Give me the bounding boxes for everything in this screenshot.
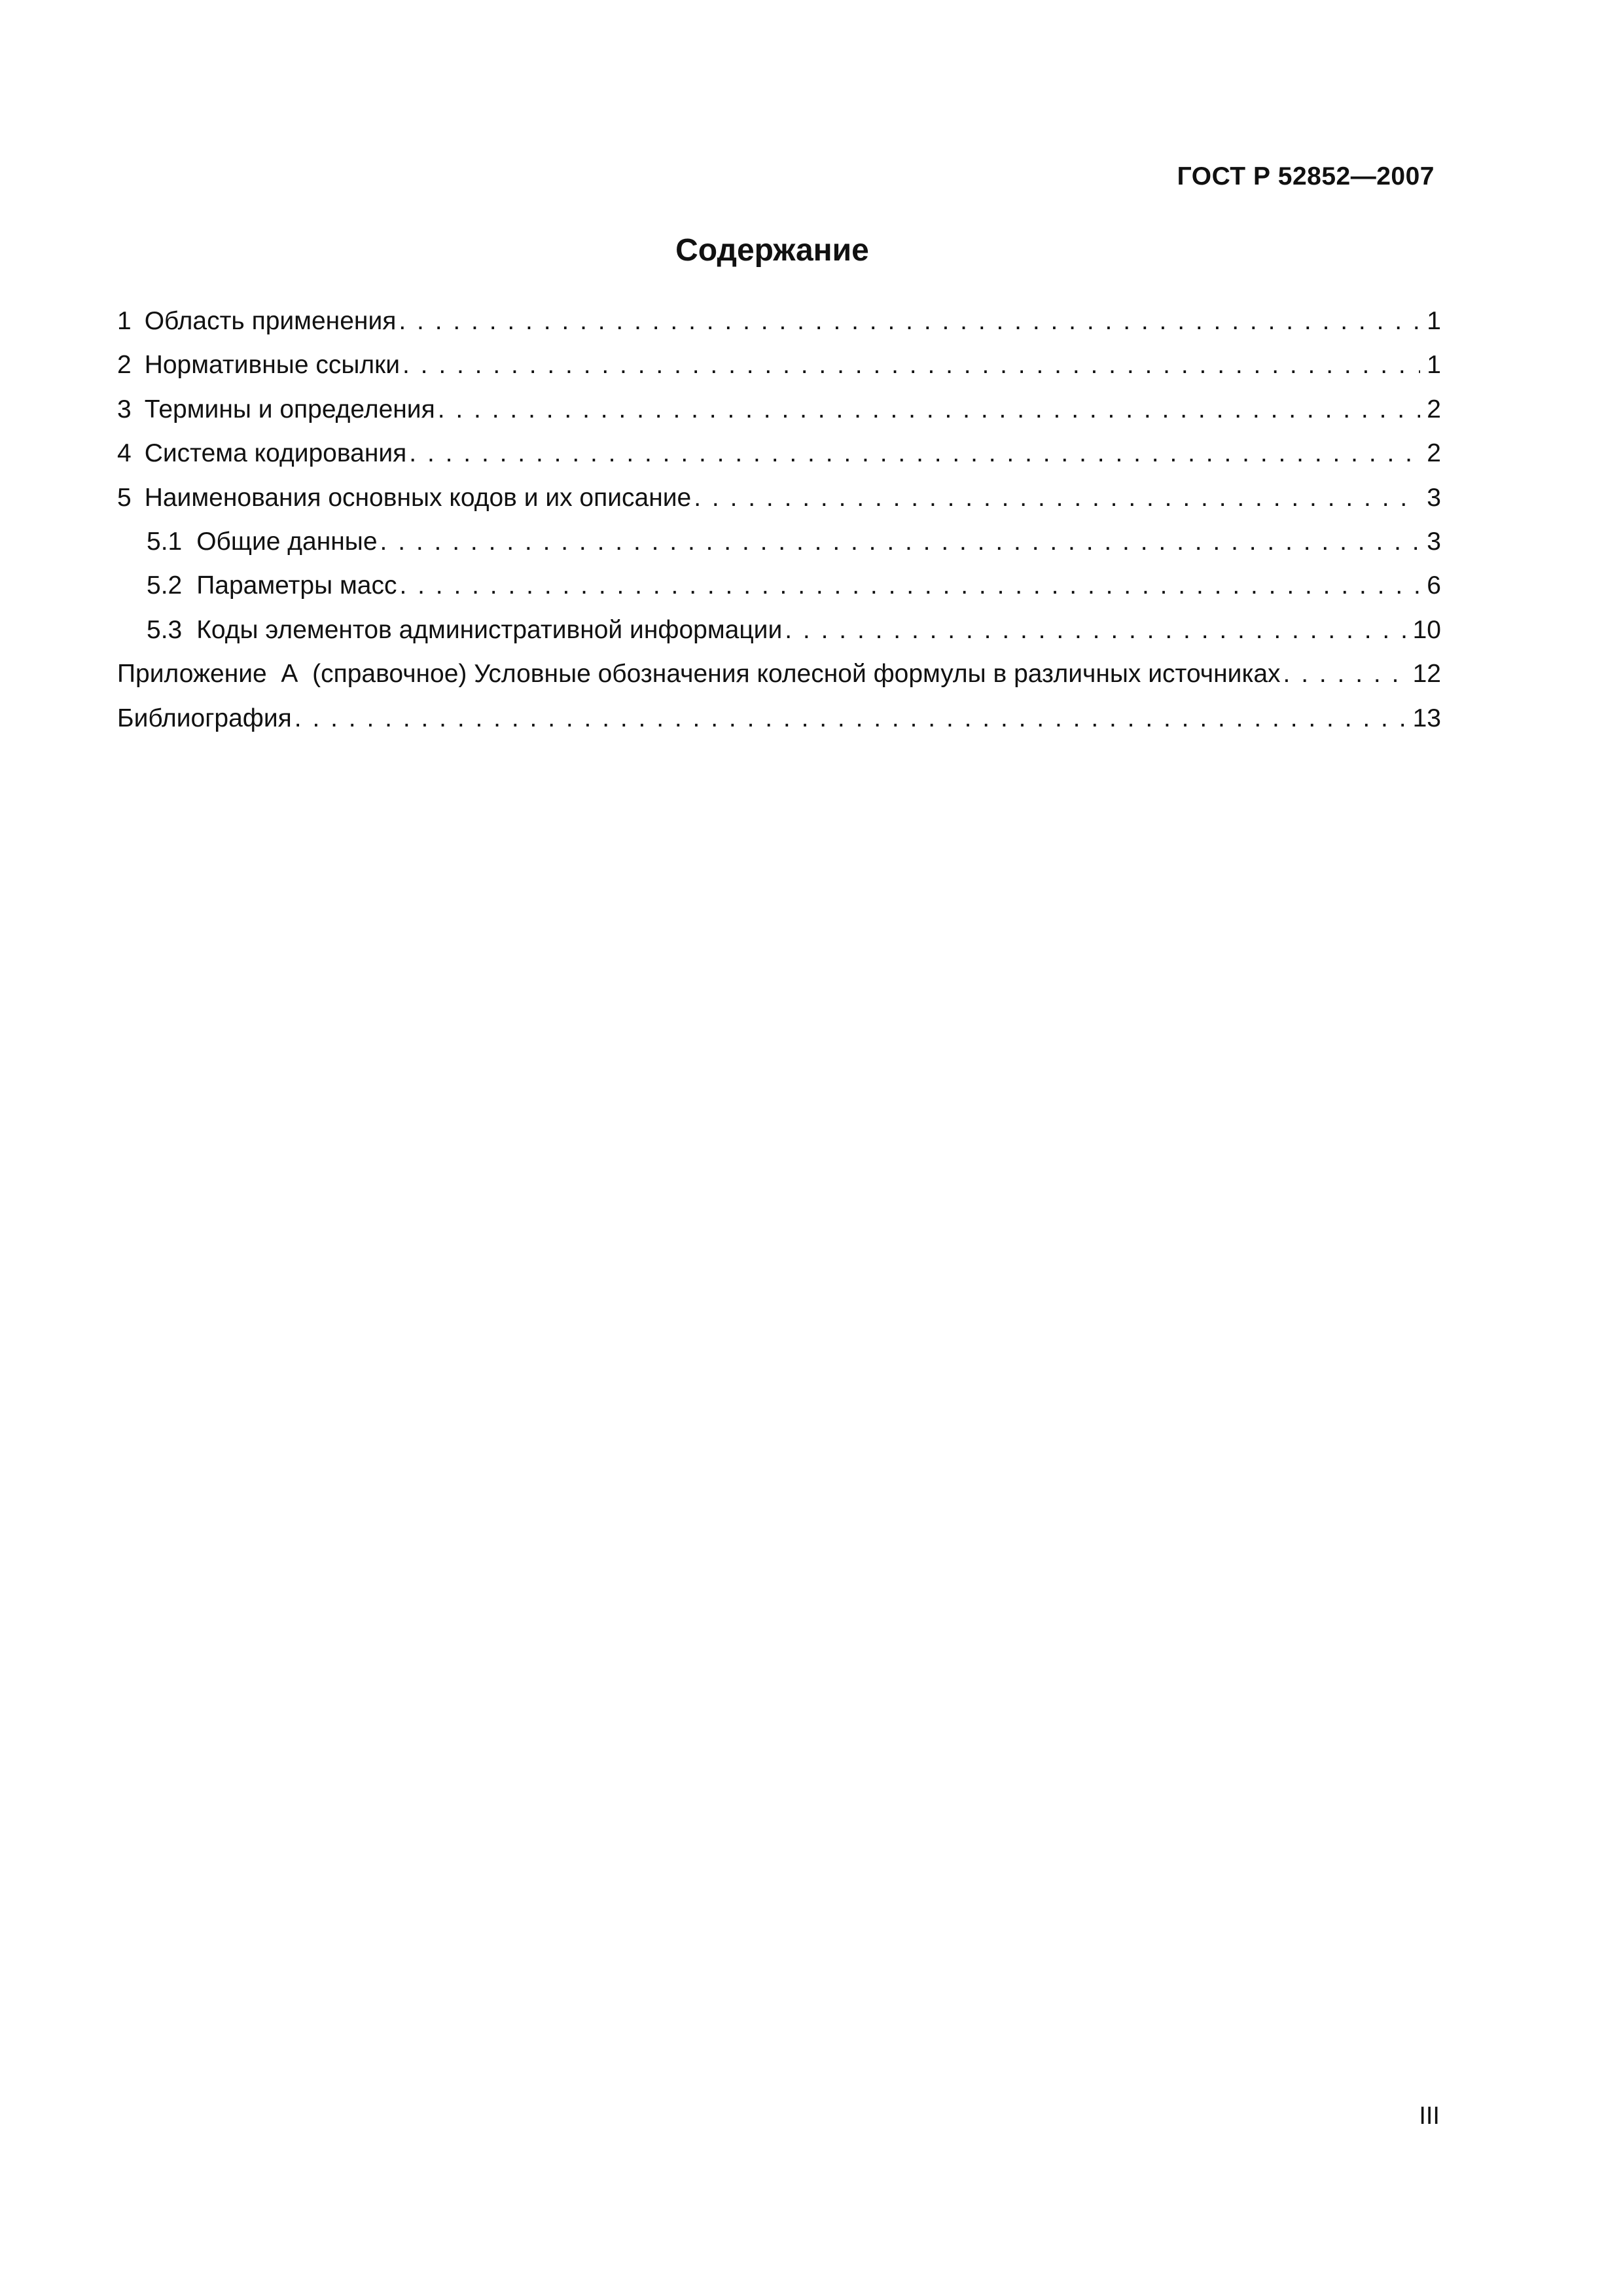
toc-entry-page: 13 [1412, 704, 1441, 732]
toc-entry-title: Коды элементов административной информации [196, 615, 783, 644]
toc-heading: Содержание [675, 233, 869, 268]
toc-entry-title: Параметры масс [196, 571, 397, 600]
toc-entry-number: 4 [117, 439, 132, 468]
toc-entry-page: 12 [1412, 660, 1441, 689]
toc-leader-dots [380, 520, 1421, 564]
toc-entry[interactable] [117, 476, 1441, 520]
toc-entry[interactable] [117, 431, 1441, 475]
page-number: III [1419, 2102, 1440, 2130]
toc-entry-page: 1 [1427, 351, 1441, 380]
toc-entry-title: Нормативные ссылки [144, 351, 400, 380]
toc-entry-title: Термины и определения [144, 395, 435, 423]
toc-entry-number: 5.3 [147, 615, 183, 644]
toc-entry-bibliography[interactable] [117, 696, 1441, 740]
toc-entry-page: 2 [1427, 395, 1441, 423]
toc-entry-number: 5 [117, 483, 132, 512]
toc-entry-appendix[interactable] [117, 652, 1441, 696]
toc-leader-dots [402, 343, 1420, 387]
toc-entry-title: Область применения [144, 307, 397, 335]
toc-subentry[interactable] [117, 608, 1441, 652]
toc-entry-page: 10 [1412, 615, 1441, 644]
toc-leader-dots [399, 299, 1420, 343]
toc-entry-page: 3 [1427, 527, 1441, 556]
toc-entry-title: Общие данные [196, 527, 378, 556]
toc-subentry[interactable] [117, 564, 1441, 607]
toc-entry-page: 3 [1427, 483, 1441, 512]
toc-entry-title: Система кодирования [144, 439, 407, 468]
toc-leader-dots [438, 387, 1421, 431]
toc-entry[interactable] [117, 387, 1441, 431]
toc-entry-number: 3 [117, 395, 132, 423]
toc-entry-number: 2 [117, 351, 132, 380]
toc-entry-page: 1 [1427, 307, 1441, 335]
toc-leader-dots [399, 564, 1420, 607]
toc-leader-dots [294, 696, 1406, 740]
toc-leader-dots [1283, 652, 1406, 696]
toc-leader-dots [785, 608, 1406, 652]
toc-entry-title: Наименования основных кодов и их описание [144, 483, 692, 512]
toc-subentry[interactable] [117, 520, 1441, 564]
toc-entry-number: 5.2 [147, 571, 183, 600]
toc-entry-page: 2 [1427, 439, 1441, 468]
toc-entry[interactable] [117, 343, 1441, 387]
toc-entry-title: Приложение А (справочное) Условные обозначения колесной формулы в различных источниках [117, 660, 1281, 689]
toc-entry[interactable] [117, 299, 1441, 343]
toc-entry-page: 6 [1427, 571, 1441, 600]
toc-entry-number: 5.1 [147, 527, 183, 556]
toc-leader-dots [694, 476, 1420, 520]
document-code: ГОСТ Р 52852—2007 [1177, 162, 1435, 190]
toc-leader-dots [409, 431, 1420, 475]
toc-entry-number: 1 [117, 307, 132, 335]
table-of-contents [117, 299, 1441, 740]
toc-entry-title: Библиография [117, 704, 292, 732]
